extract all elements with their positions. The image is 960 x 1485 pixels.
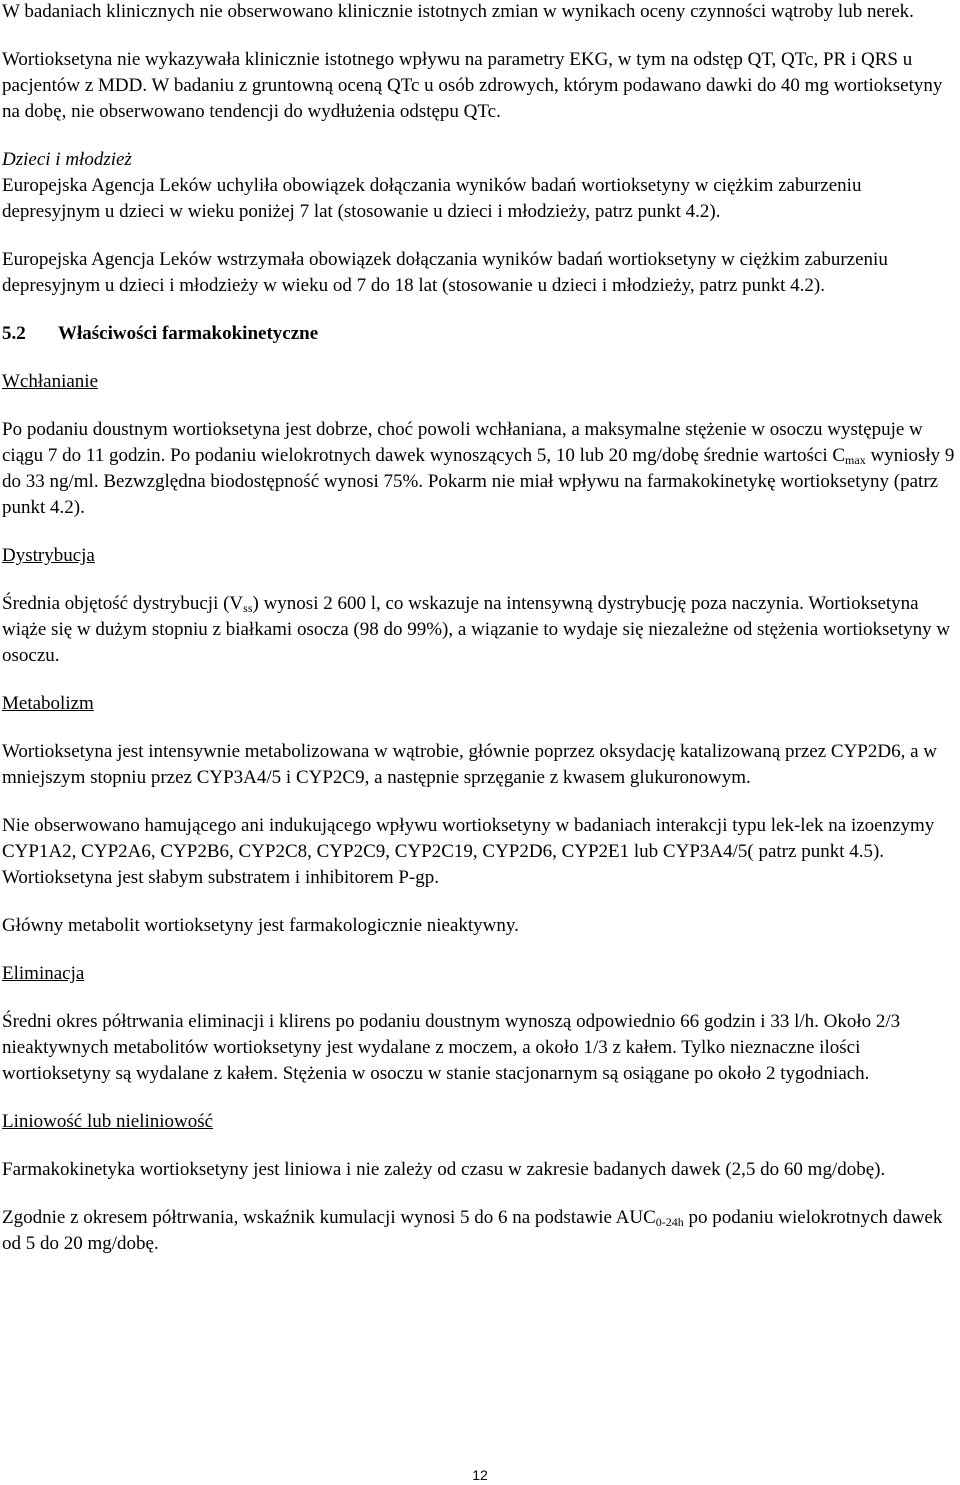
paragraph-ema-deferral: Europejska Agencja Leków wstrzymała obowiązek dołączania wyników badań wortioksetyny w ciężkim zaburzeniu depresyjnym u dzieci i młodzieży w wieku od 7 do 18 lat (stosowanie u dzieci i młodzieży, patrz punkt 4.2). bbox=[2, 249, 888, 296]
subheading-distribution: Dystrybucja bbox=[2, 545, 95, 566]
distribution-text: Średnia objętość dystrybucji (V bbox=[2, 593, 244, 614]
paragraph-linearity-2 bbox=[2, 1205, 958, 1257]
paragraph-ema-waiver: Europejska Agencja Leków uchyliła obowiązek dołączania wyników badań wortioksetyny w ciężkim zaburzeniu depresyjnym u dzieci w wieku poniżej 7 lat (stosowanie u dzieci i młodzieży, patrz punkt 4.2). bbox=[2, 175, 862, 222]
linearity-text: Zgodnie z okresem półtrwania, wskaźnik kumulacji wynosi 5 do 6 na podstawie AUC bbox=[2, 1207, 656, 1228]
absorption-text-cont: wyniosły 9 do 33 ng/ml. Bezwzględna biodostępność wynosi 75%. Pokarm nie miał wpływu na farmakokinetykę wortioksetyny (patrz punkt 4.2). bbox=[2, 445, 955, 518]
vss-subscript: ss bbox=[243, 601, 253, 615]
paragraph-absorption bbox=[2, 417, 958, 521]
page-number: 12 bbox=[472, 1467, 488, 1483]
section-number: 5.2 bbox=[2, 323, 26, 344]
linearity-text-cont: po podaniu wielokrotnych dawek od 5 do 20 mg/dobę. bbox=[2, 1207, 943, 1254]
document-body bbox=[2, 0, 958, 1257]
paragraph-distribution bbox=[2, 591, 958, 669]
cmax-subscript: max bbox=[845, 453, 866, 467]
section-title: Właściwości farmakokinetyczne bbox=[58, 323, 319, 344]
paragraph-linearity-1: Farmakokinetyka wortioksetyny jest liniowa i nie zależy od czasu w zakresie badanych dawek (2,5 do 60 mg/dobę). bbox=[2, 1159, 886, 1180]
paragraph-metabolism-3: Główny metabolit wortioksetyny jest farmakologicznie nieaktywny. bbox=[2, 915, 519, 936]
paragraph-liver-kidney: W badaniach klinicznych nie obserwowano klinicznie istotnych zmian w wynikach oceny czynności wątroby lub nerek. bbox=[2, 1, 914, 22]
paragraph-metabolism-2: Nie obserwowano hamującego ani indukującego wpływu wortioksetyny w badaniach interakcji typu lek-lek na izoenzymy CYP1A2, CYP2A6, CYP2B6, CYP2C8, CYP2C9, CYP2C19, CYP2D6, CYP2E1 lub CYP3A4/5( patrz punkt 4.5). Wortioksetyna jest słabym substratem i inhibitorem P-gp. bbox=[2, 815, 935, 888]
subheading-absorption: Wchłanianie bbox=[2, 371, 99, 392]
paragraph-elimination: Średni okres półtrwania eliminacji i klirens po podaniu doustnym wynoszą odpowiednio 66 godzin i 33 l/h. Około 2/3 nieaktywnych metabolitów wortioksetyny jest wydalane z moczem, a około 1/3 z kałem. Tylko nieznaczne ilości wortioksetyny są wydalane z kałem. Stężenia w osoczu w stanie stacjonarnym są osiągane po około 2 tygodniach. bbox=[2, 1011, 901, 1084]
paragraph-metabolism-1: Wortioksetyna jest intensywnie metabolizowana w wątrobie, głównie poprzez oksydację katalizowaną przez CYP2D6, a w mniejszym stopniu przez CYP3A4/5 i CYP2C9, a następnie sprzęganie z kwasem glukuronowym. bbox=[2, 741, 937, 788]
subheading-metabolism: Metabolizm bbox=[2, 693, 94, 714]
subheading-elimination: Eliminacja bbox=[2, 963, 85, 984]
auc-subscript: 0-24h bbox=[655, 1215, 684, 1229]
subheading-children: Dzieci i młodzież bbox=[2, 149, 132, 170]
subheading-linearity: Liniowość lub nieliniowość bbox=[2, 1111, 214, 1132]
absorption-text: Po podaniu doustnym wortioksetyna jest dobrze, choć powoli wchłaniana, a maksymalne stężenie w osoczu występuje w ciągu 7 do 11 godzin. Po podaniu wielokrotnych dawek wynoszących 5, 10 lub 20 mg/dobę średnie wartości C bbox=[2, 419, 923, 466]
paragraph-ecg: Wortioksetyna nie wykazywała klinicznie istotnego wpływu na parametry EKG, w tym na odstęp QT, QTc, PR i QRS u pacjentów z MDD. W badaniu z gruntowną oceną QTc u osób zdrowych, którym podawano dawki do 40 mg wortioksetyny na dobę, nie obserwowano tendencji do wydłużenia odstępu QTc. bbox=[2, 49, 943, 122]
distribution-text-cont: ) wynosi 2 600 l, co wskazuje na intensywną dystrybucję poza naczynia. Wortioksetyna wiąże się w dużym stopniu z białkami osocza (98 do 99%), a wiązanie to wydaje się niezależne od stężenia wortioksetyny w osoczu. bbox=[2, 593, 951, 666]
section-heading-5-2 bbox=[2, 321, 958, 347]
